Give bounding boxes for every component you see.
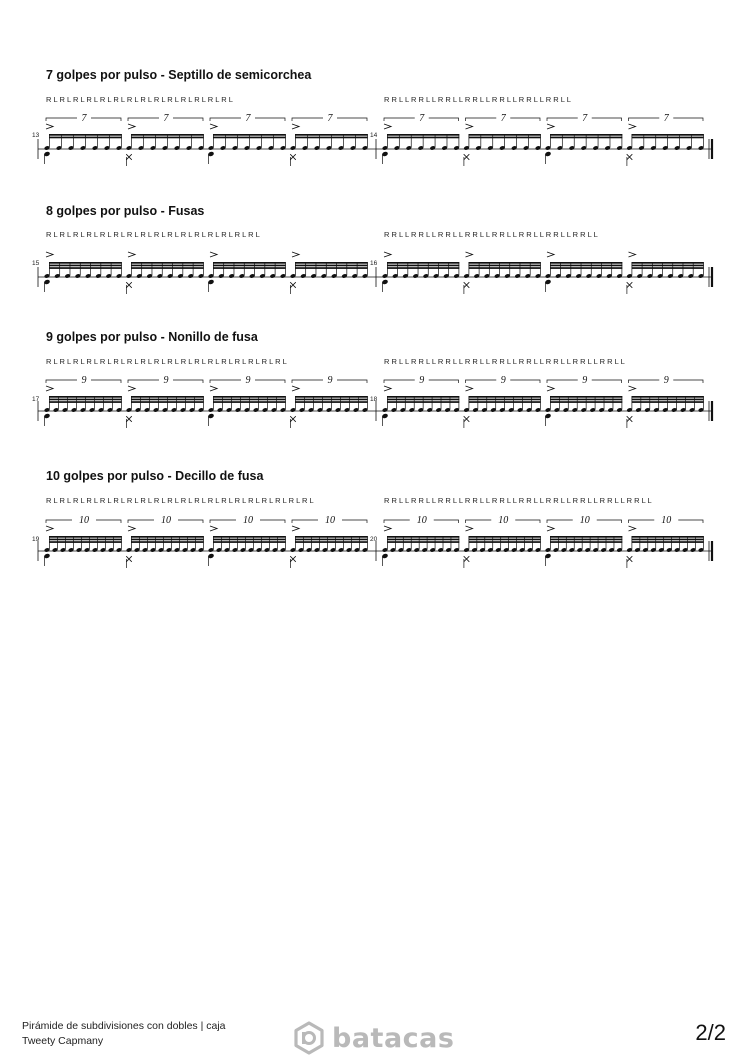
tuplet-bracket (384, 118, 415, 121)
beam (632, 396, 704, 398)
tuplet-number: 10 (243, 515, 253, 526)
tuplet-number: 10 (661, 515, 672, 526)
beam (550, 541, 622, 543)
beam (49, 541, 122, 543)
tuplet-bracket (255, 118, 285, 121)
section-title: 10 golpes por pulso - Decillo de fusa (46, 469, 264, 483)
beam (387, 539, 459, 541)
tuplet-number: 7 (500, 113, 506, 124)
hi-hat-foot-note (464, 416, 470, 422)
tuplet-number: 9 (163, 375, 169, 386)
accent-mark (292, 526, 299, 531)
beam (550, 401, 622, 403)
sticking-line: R L R L R L R L R L R L R L R L R L R L R L R L R L R L R L R L (46, 230, 260, 239)
tuplet-bracket (173, 118, 203, 121)
beam (550, 267, 622, 269)
beam (131, 536, 204, 538)
tuplet-bracket (210, 118, 241, 121)
beam (469, 396, 541, 398)
accent-mark (292, 252, 299, 257)
sticking-line: R R L L R R L L R R L L R R L L R R L L R R L L R R L L (384, 95, 571, 104)
beam (295, 137, 368, 139)
beam (49, 134, 122, 136)
accent-mark (128, 526, 135, 531)
footer-author: Tweety Capmany (22, 1035, 104, 1047)
brand-logo (292, 1018, 454, 1058)
section-title: 7 golpes por pulso - Septillo de semicorchea (46, 68, 312, 82)
beam (469, 267, 541, 269)
beam (632, 262, 704, 264)
beam (469, 401, 541, 403)
tuplet-bracket (337, 118, 367, 121)
accent-mark (46, 252, 53, 257)
beam (49, 539, 122, 541)
beam (131, 137, 204, 139)
tuplet-number: 7 (419, 113, 425, 124)
beam (295, 265, 368, 267)
accent-mark (210, 252, 217, 257)
beam (469, 137, 541, 139)
tuplet-bracket (384, 380, 415, 383)
beam (550, 536, 622, 538)
section-title: 9 golpes por pulso - Nonillo de fusa (46, 330, 258, 344)
beam (469, 399, 541, 401)
beam (550, 399, 622, 401)
tuplet-bracket (592, 118, 622, 121)
tuplet-bracket (128, 380, 159, 383)
tuplet-number: 10 (79, 515, 89, 526)
beam (295, 262, 368, 264)
tuplet-bracket (466, 380, 497, 383)
tuplet-bracket (128, 520, 154, 523)
beam (469, 536, 541, 538)
accent-mark (547, 526, 554, 531)
beam (49, 262, 122, 264)
tuplet-bracket (384, 520, 410, 523)
accent-mark (46, 124, 53, 129)
accent-mark (128, 252, 135, 257)
beam (387, 134, 459, 136)
beam (550, 262, 622, 264)
accent-mark (629, 386, 636, 391)
beam (632, 137, 704, 139)
tuplet-bracket (337, 380, 367, 383)
tuplet-bracket (46, 118, 77, 121)
beam (469, 134, 541, 136)
accent-mark (210, 386, 217, 391)
accent-mark (629, 252, 636, 257)
tuplet-bracket (510, 118, 540, 121)
hi-hat-foot-note (126, 416, 132, 422)
sticking-line: R L R L R L R L R L R L R L R L R L R L R L R L R L R L R L R L R L R L (46, 357, 287, 366)
beam (550, 396, 622, 398)
tuplet-number: 7 (81, 113, 87, 124)
beam (131, 399, 204, 401)
beam (387, 401, 459, 403)
sticking-line: R R L L R R L L R R L L R R L L R R L L R R L L R R L L R R L L R R L L (384, 357, 625, 366)
tuplet-number: 10 (325, 515, 335, 526)
accent-mark (384, 252, 391, 257)
beam (550, 539, 622, 541)
beam (213, 134, 286, 136)
footer-document-title: Pirámide de subdivisiones con dobles | caja (22, 1020, 226, 1032)
accent-mark (292, 386, 299, 391)
hi-hat-foot-note (126, 154, 132, 160)
beam (131, 134, 204, 136)
tuplet-number: 10 (161, 515, 171, 526)
measure-number: 20 (370, 536, 378, 543)
beam (295, 267, 368, 269)
tuplet-number: 7 (163, 113, 169, 124)
tuplet-bracket (466, 520, 492, 523)
tuplet-bracket (429, 380, 459, 383)
tuplet-number: 9 (327, 375, 333, 386)
beam (632, 536, 704, 538)
beam (295, 401, 368, 403)
beam (469, 265, 541, 267)
beam (469, 262, 541, 264)
beam (387, 399, 459, 401)
hi-hat-foot-note (464, 282, 470, 288)
accent-mark (629, 124, 636, 129)
tuplet-bracket (292, 118, 323, 121)
tuplet-bracket (46, 380, 77, 383)
tuplet-number: 9 (582, 375, 588, 386)
beam (550, 265, 622, 267)
measure-number: 19 (32, 536, 40, 543)
beam (131, 541, 204, 543)
beam (387, 267, 459, 269)
tuplet-number: 10 (498, 515, 509, 526)
beam (469, 539, 541, 541)
accent-mark (210, 526, 217, 531)
beam (387, 541, 459, 543)
tuplet-number: 7 (327, 113, 333, 124)
beam (213, 539, 286, 541)
beam (213, 137, 286, 139)
brand-name: batacas (332, 1022, 455, 1054)
hi-hat-foot-note (290, 556, 296, 562)
beam (387, 536, 459, 538)
beam (131, 401, 204, 403)
measure-number: 15 (32, 260, 40, 267)
beam (387, 262, 459, 264)
accent-mark (128, 386, 135, 391)
tuplet-bracket (515, 520, 540, 523)
beam (49, 267, 122, 269)
tuplet-bracket (434, 520, 459, 523)
beam (213, 541, 286, 543)
tuplet-bracket (547, 380, 578, 383)
snare-staff-system (0, 372, 750, 444)
tuplet-bracket (292, 520, 318, 523)
tuplet-bracket (629, 520, 655, 523)
tuplet-bracket (429, 118, 459, 121)
accent-mark (46, 526, 53, 531)
tuplet-bracket (210, 380, 241, 383)
tuplet-number: 9 (419, 375, 425, 386)
tuplet-bracket (592, 380, 622, 383)
sticking-line: R L R L R L R L R L R L R L R L R L R L R L R L R L R L R L R L R L R L R L R L (46, 496, 314, 505)
accent-mark (466, 252, 473, 257)
beam (49, 265, 122, 267)
hi-hat-foot-note (126, 556, 132, 562)
tuplet-bracket (46, 520, 72, 523)
tuplet-bracket (91, 380, 121, 383)
beam (49, 401, 122, 403)
beam (632, 401, 704, 403)
tuplet-bracket (629, 380, 660, 383)
accent-mark (384, 124, 391, 129)
hi-hat-foot-note (627, 416, 633, 422)
measure-number: 17 (32, 396, 40, 403)
accent-mark (46, 386, 53, 391)
beam (49, 536, 122, 538)
beam (387, 396, 459, 398)
tuplet-number: 7 (582, 113, 588, 124)
batacas-logo-icon (292, 1021, 326, 1055)
beam (632, 267, 704, 269)
beam (632, 265, 704, 267)
snare-staff-system (0, 512, 750, 584)
accent-mark (466, 526, 473, 531)
tuplet-bracket (96, 520, 121, 523)
beam (550, 134, 622, 136)
accent-mark (210, 124, 217, 129)
tuplet-bracket (342, 520, 367, 523)
beam (295, 396, 368, 398)
beam (295, 134, 368, 136)
tuplet-bracket (210, 520, 236, 523)
tuplet-number: 10 (416, 515, 427, 526)
tuplet-bracket (260, 520, 285, 523)
beam (49, 396, 122, 398)
beam (295, 399, 368, 401)
page-number: 2/2 (695, 1020, 726, 1045)
snare-staff-system (0, 238, 750, 310)
tuplet-bracket (673, 380, 703, 383)
snare-staff-system (0, 110, 750, 182)
tuplet-bracket (292, 380, 323, 383)
beam (632, 399, 704, 401)
beam (632, 134, 704, 136)
measure-number: 18 (370, 396, 378, 403)
tuplet-bracket (547, 118, 578, 121)
accent-mark (547, 386, 554, 391)
tuplet-bracket (173, 380, 203, 383)
beam (131, 396, 204, 398)
beam (387, 265, 459, 267)
beam (213, 399, 286, 401)
measure-number: 14 (370, 132, 378, 139)
tuplet-bracket (510, 380, 540, 383)
beam (131, 265, 204, 267)
tuplet-bracket (466, 118, 497, 121)
tuplet-number: 7 (245, 113, 251, 124)
section-title: 8 golpes por pulso - Fusas (46, 204, 205, 218)
accent-mark (292, 124, 299, 129)
hi-hat-foot-note (290, 416, 296, 422)
beam (295, 536, 368, 538)
hi-hat-foot-note (627, 282, 633, 288)
tuplet-number: 7 (663, 113, 669, 124)
hi-hat-foot-note (126, 282, 132, 288)
accent-mark (547, 252, 554, 257)
tuplet-number: 9 (81, 375, 87, 386)
beam (131, 262, 204, 264)
sticking-line: R R L L R R L L R R L L R R L L R R L L R R L L R R L L R R L L (384, 230, 598, 239)
beam (131, 267, 204, 269)
sticking-line: R R L L R R L L R R L L R R L L R R L L R R L L R R L L R R L L R R L L R R L L (384, 496, 652, 505)
tuplet-bracket (91, 118, 121, 121)
beam (49, 137, 122, 139)
sticking-line: R L R L R L R L R L R L R L R L R L R L R L R L R L R L (46, 95, 233, 104)
beam (295, 541, 368, 543)
accent-mark (547, 124, 554, 129)
beam (213, 401, 286, 403)
beam (131, 539, 204, 541)
beam (213, 262, 286, 264)
accent-mark (466, 386, 473, 391)
beam (632, 539, 704, 541)
tuplet-bracket (597, 520, 622, 523)
beam (213, 267, 286, 269)
hi-hat-foot-note (627, 154, 633, 160)
tuplet-number: 9 (245, 375, 251, 386)
accent-mark (128, 124, 135, 129)
accent-mark (384, 386, 391, 391)
tuplet-bracket (255, 380, 285, 383)
measure-number: 13 (32, 132, 40, 139)
accent-mark (466, 124, 473, 129)
beam (49, 399, 122, 401)
beam (469, 541, 541, 543)
tuplet-bracket (673, 118, 703, 121)
beam (213, 536, 286, 538)
beam (632, 541, 704, 543)
beam (213, 265, 286, 267)
beam (213, 396, 286, 398)
tuplet-bracket (178, 520, 203, 523)
beam (550, 137, 622, 139)
hi-hat-foot-note (290, 154, 296, 160)
accent-mark (384, 526, 391, 531)
hi-hat-foot-note (464, 556, 470, 562)
tuplet-bracket (629, 118, 660, 121)
measure-number: 16 (370, 260, 378, 267)
accent-mark (629, 526, 636, 531)
hi-hat-foot-note (464, 154, 470, 160)
tuplet-number: 9 (500, 375, 506, 386)
tuplet-number: 10 (579, 515, 590, 526)
tuplet-bracket (128, 118, 159, 121)
tuplet-bracket (678, 520, 703, 523)
beam (387, 137, 459, 139)
beam (295, 539, 368, 541)
tuplet-bracket (547, 520, 573, 523)
hi-hat-foot-note (627, 556, 633, 562)
hi-hat-foot-note (290, 282, 296, 288)
tuplet-number: 9 (663, 375, 669, 386)
